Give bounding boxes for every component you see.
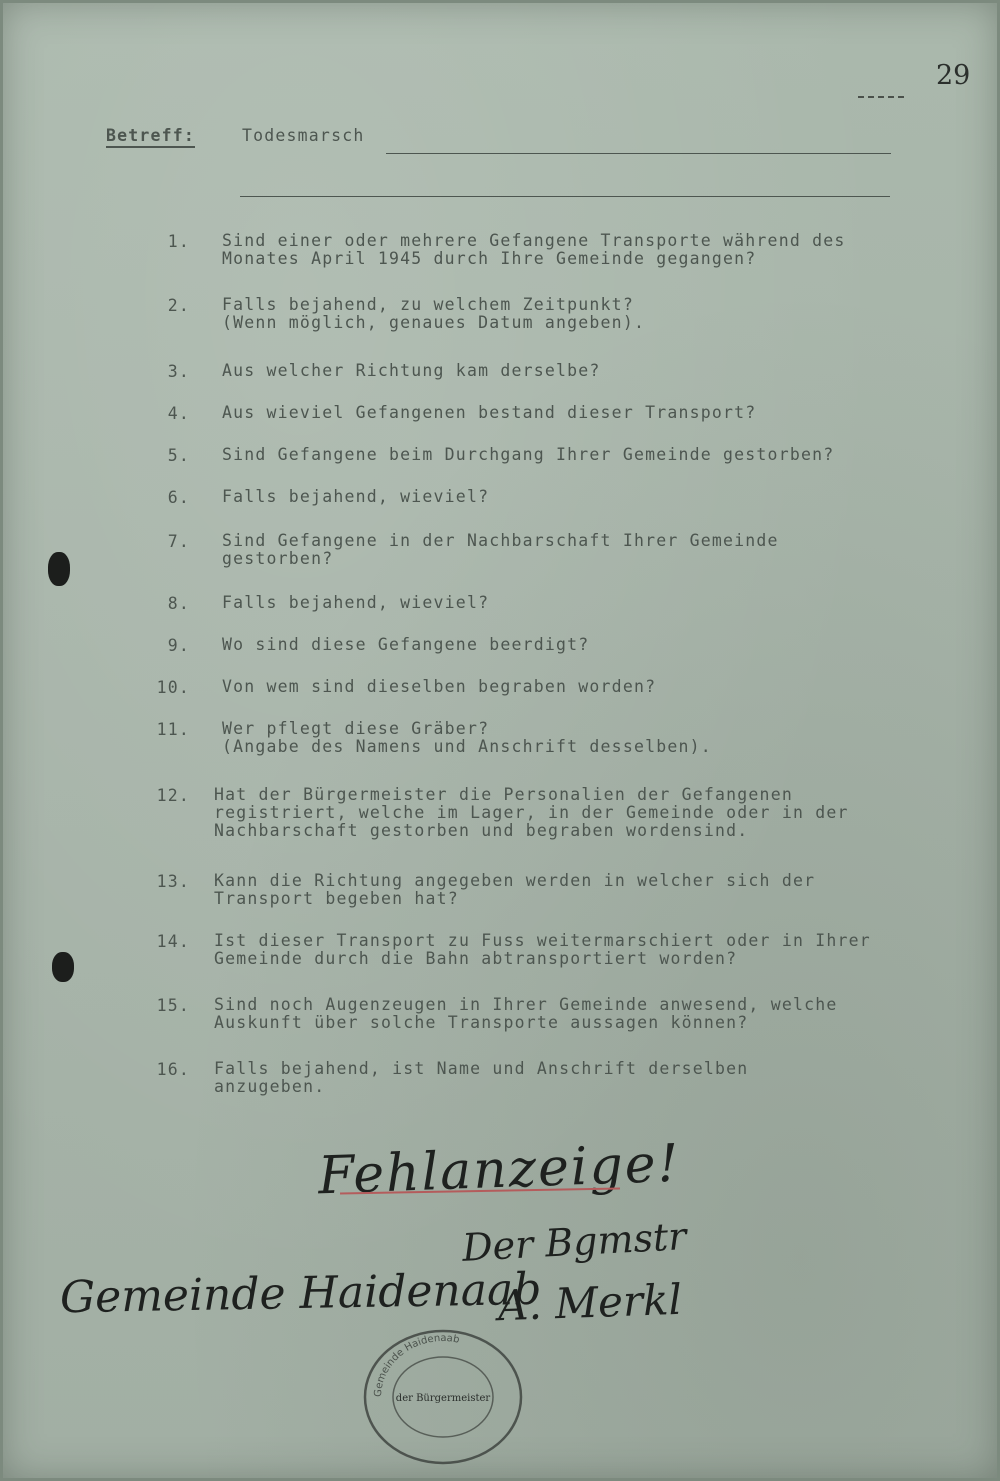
question-number: 4. <box>167 404 190 423</box>
question-text: Falls bejahend, zu welchem Zeitpunkt? (Wenn möglich, genaues Datum angeben). <box>222 295 646 332</box>
question-number: 7. <box>167 532 190 551</box>
question-number: 9. <box>167 636 190 655</box>
question-text: Hat der Bürgermeister die Personalien der Gefangenen registriert, welche im Lager, in der Gemeinde oder in der Nachbarschaft gestorben und begraben wordensind. <box>214 785 849 840</box>
question-number: 6. <box>167 488 190 507</box>
handwritten-title: Der Bgmstr <box>461 1214 688 1270</box>
question-number: 15. <box>156 996 190 1015</box>
punch-hole <box>48 552 70 586</box>
question-text: Ist dieser Transport zu Fuss weitermarschiert oder in Ihrer Gemeinde durch die Bahn abtransportiert worden? <box>214 931 871 968</box>
question-text: Von wem sind dieselben begraben worden? <box>222 677 657 696</box>
question-number: 13. <box>156 872 190 891</box>
question-text: Kann die Richtung angegeben werden in welcher sich der Transport begeben hat? <box>214 871 816 908</box>
question-number: 3. <box>167 362 190 381</box>
question-text: Sind Gefangene beim Durchgang Ihrer Gemeinde gestorben? <box>222 445 835 464</box>
handwritten-gemeinde: Gemeinde Haidenaab <box>59 1263 542 1324</box>
svg-text:Gemeinde Haidenaab <box>373 1333 460 1397</box>
handwritten-fehlanzeige: Fehlanzeige! <box>317 1133 682 1207</box>
question-text: Aus wieviel Gefangenen bestand dieser Transport? <box>222 403 757 422</box>
question-number: 11. <box>156 720 190 739</box>
question-text: Wer pflegt diese Gräber? (Angabe des Namens und Anschrift desselben). <box>222 719 712 756</box>
municipal-stamp <box>358 1326 528 1468</box>
question-text: Sind einer oder mehrere Gefangene Transporte während des Monates April 1945 durch Ihre Gemeinde gegangen? <box>222 231 846 268</box>
page-number: 29 <box>936 60 971 91</box>
question-number: 5. <box>167 446 190 465</box>
handwritten-signature: A. Merkl <box>497 1274 683 1331</box>
question-number: 1. <box>167 232 190 251</box>
question-text: Falls bejahend, wieviel? <box>222 487 490 506</box>
question-number: 10. <box>156 678 190 697</box>
question-text: Falls bejahend, wieviel? <box>222 593 490 612</box>
betreff-label: Betreff: <box>106 126 195 148</box>
question-text: Aus welcher Richtung kam derselbe? <box>222 361 601 380</box>
question-number: 2. <box>167 296 190 315</box>
betreff-rule-1 <box>386 153 891 154</box>
question-text: Wo sind diese Gefangene beerdigt? <box>222 635 590 654</box>
betreff-rule-2 <box>240 196 890 197</box>
question-number: 14. <box>156 932 190 951</box>
stamp-ring-text: Gemeinde Haidenaab <box>372 1332 461 1398</box>
question-text: Sind noch Augenzeugen in Ihrer Gemeinde anwesend, welche Auskunft über solche Transporte aussagen können? <box>214 995 838 1032</box>
question-number: 8. <box>167 594 190 613</box>
dash-mark <box>858 96 904 98</box>
stamp-center-text: der Bürgermeister <box>395 1393 491 1404</box>
question-number: 12. <box>156 786 190 805</box>
question-number: 16. <box>156 1060 190 1079</box>
question-text: Falls bejahend, ist Name und Anschrift derselben anzugeben. <box>214 1059 749 1096</box>
betreff-value: Todesmarsch <box>242 126 365 145</box>
question-text: Sind Gefangene in der Nachbarschaft Ihrer Gemeinde gestorben? <box>222 531 779 568</box>
punch-hole <box>52 952 74 982</box>
